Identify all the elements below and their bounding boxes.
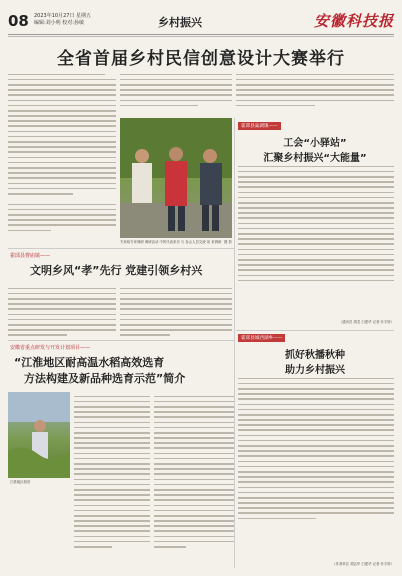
date-line: 2023年10月27日 星期五 — [34, 13, 92, 19]
right1-title — [236, 134, 394, 164]
column-divider — [234, 118, 235, 568]
issue-meta — [34, 13, 134, 26]
masthead-logo: 安徽科技报 — [313, 12, 394, 30]
article2-col1 — [8, 284, 116, 339]
right2-tag: 霍邱县城西湖乡—— — [238, 334, 285, 342]
right2-byline: （作者单位 胡志华 白建华 记者 付宇婷） — [332, 562, 394, 566]
lead-article-col1-cont — [8, 200, 116, 235]
article3-photo-caption: 江淮地区稻田 — [10, 480, 31, 484]
lead-photo — [120, 118, 232, 238]
right1-body — [238, 162, 394, 285]
article2-kicker: 霍邱县曹庙镇—— — [10, 253, 51, 259]
header-rule — [8, 34, 394, 35]
page-header — [8, 10, 394, 36]
right1-byline: （通讯员 胡龙 白建华 记者 付宇婷） — [338, 320, 394, 324]
divider-right — [236, 330, 394, 331]
right1-title-line1: 工会“小驿站” — [283, 138, 347, 149]
page-number: 08 — [8, 12, 29, 30]
right2-title-line1: 抓好秋播秋种 — [285, 350, 345, 361]
lead-photo-credit: 摄 影 — [224, 240, 232, 244]
divider-b — [8, 340, 234, 341]
right2-title — [236, 346, 394, 376]
lead-article-col3 — [236, 70, 394, 110]
section-title: 乡村振兴 — [158, 16, 202, 29]
right1-tag: 霍邱县巢湖镇—— — [238, 122, 281, 130]
right1-title-line2: 汇聚乡村振兴“大能量” — [263, 153, 367, 164]
article3-kicker: 安徽省重点研发与开发计划项目—— — [10, 345, 91, 351]
right2-body — [238, 374, 394, 523]
article3-title-line1: “江淮地区耐高温水稻高效选育 — [14, 356, 165, 369]
rice-field-illustration — [8, 392, 70, 478]
article3-col1 — [74, 392, 150, 551]
lead-photo-caption — [120, 240, 232, 245]
lead-article-col2 — [120, 70, 232, 110]
lead-photo-caption-text: 专家给专家调研 调研活动 中的代表来访 与 参会人员交流 前 来调研 — [120, 240, 222, 244]
article2-col2 — [120, 284, 232, 339]
lead-photo-illustration — [120, 118, 232, 238]
lead-article-col1 — [8, 70, 116, 198]
divider-a — [8, 248, 234, 249]
article3-photo — [8, 392, 70, 478]
right2-title-line2: 助力乡村振兴 — [285, 365, 345, 376]
article3-col2 — [154, 392, 234, 551]
article2-title: 文明乡风“孝”先行 党建引领乡村兴 — [30, 264, 203, 277]
editor-line: 编辑:刘小明 校对:孙敏 — [34, 19, 84, 26]
header-rule-secondary — [8, 36, 394, 37]
main-headline: 全省首届乡村民信创意设计大赛举行 — [57, 49, 345, 69]
article3-title-line2: 方法构建及新品种选育示范”简介 — [24, 372, 186, 385]
